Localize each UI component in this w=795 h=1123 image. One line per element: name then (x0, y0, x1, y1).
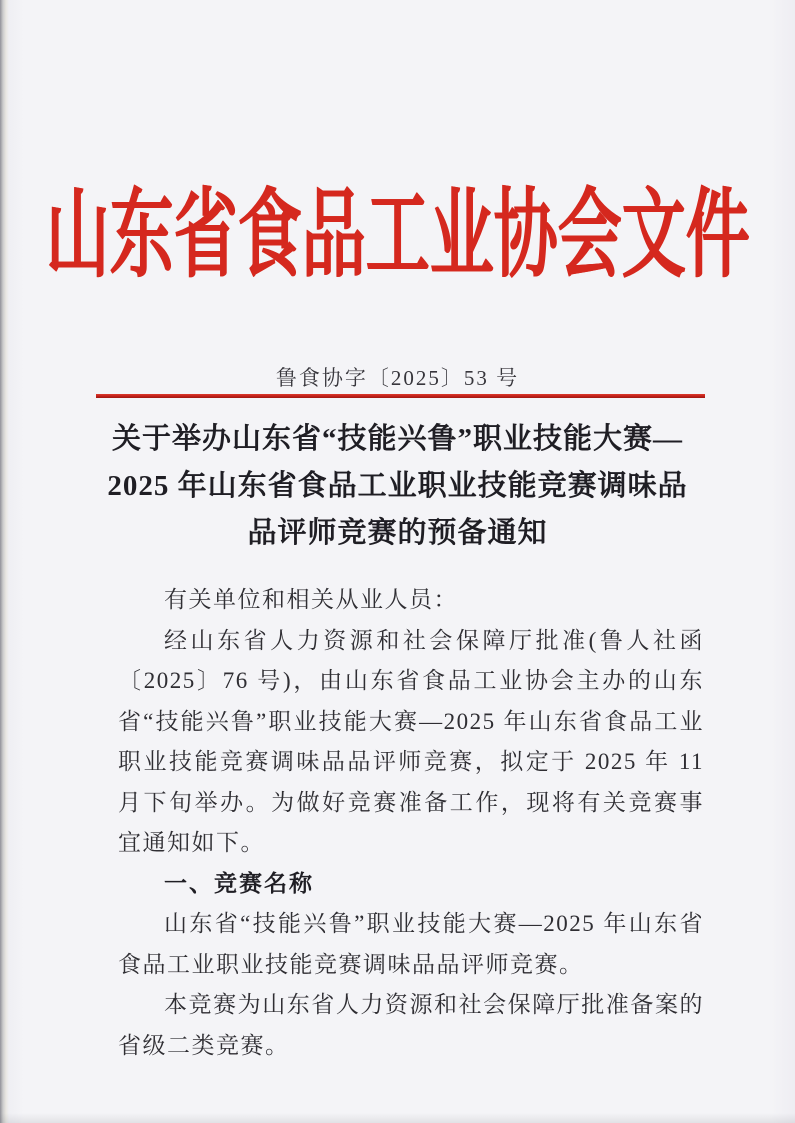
paragraph-intro: 经山东省人力资源和社会保障厅批准(鲁人社函〔2025〕76 号)，由山东省食品工业协会主办的山东省“技能兴鲁”职业技能大赛—2025 年山东省食品工业职业技能竞赛调味品品评师竞赛，拟定于 2025 年 11 月下旬举办。为做好竞赛准备工作，现将有关竞赛事宜通知如下。 (118, 627, 704, 855)
scan-shadow-bottom (0, 1113, 795, 1123)
document-body (118, 580, 704, 1066)
red-divider (96, 394, 705, 398)
salutation: 有关单位和相关从业人员： (164, 587, 458, 612)
notice-title-line-3: 品评师竞赛的预备通知 (247, 517, 548, 549)
notice-title-line-2: 2025 年山东省食品工业职业技能竞赛调味品 (107, 470, 688, 502)
paragraph-competition-name: 山东省“技能兴鲁”职业技能大赛—2025 年山东省食品工业职业技能竞赛调味品品评师竞赛。 (118, 911, 704, 977)
scan-edge-left (0, 0, 9, 1123)
notice-title (70, 416, 725, 557)
doc-number: 鲁食协字〔2025〕53 号 (275, 366, 520, 390)
section-heading-1: 一、竞赛名称 (164, 870, 314, 896)
paragraph-competition-level: 本竞赛为山东省人力资源和社会保障厅批准备案的省级二类竞赛。 (118, 992, 704, 1058)
letterhead-title: 山东省食品工业协会文件 (45, 181, 750, 290)
notice-title-line-1: 关于举办山东省“技能兴鲁”职业技能大赛— (111, 423, 683, 455)
